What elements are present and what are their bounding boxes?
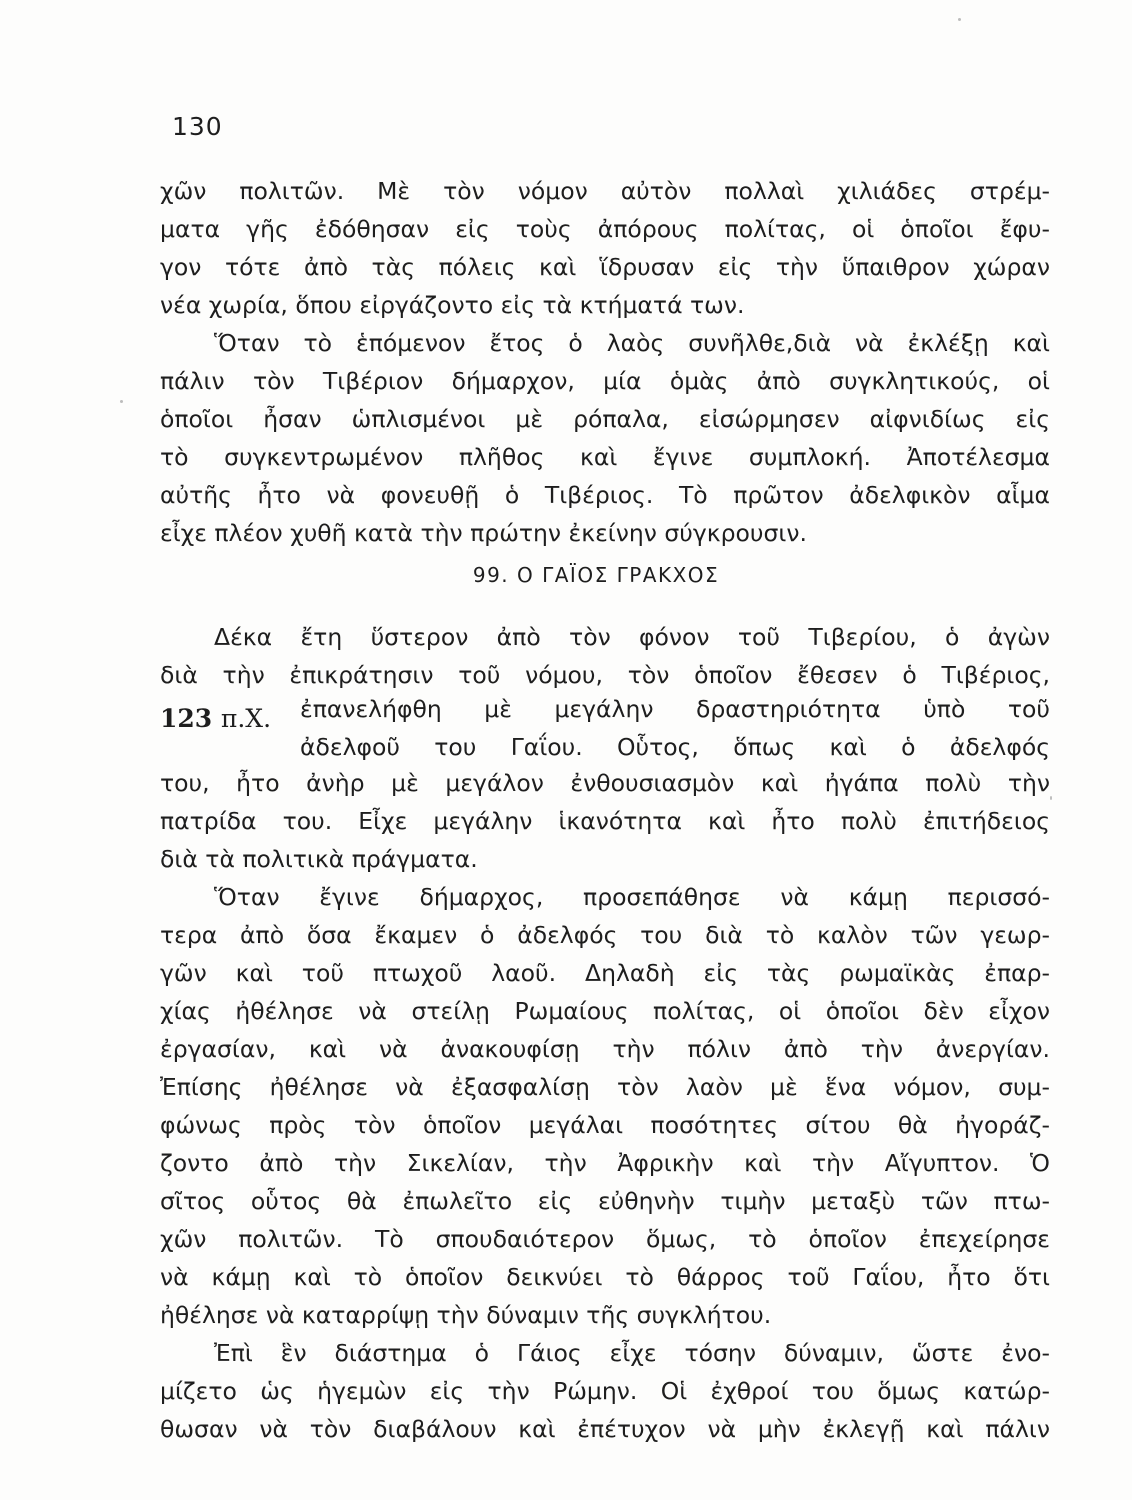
text-line: εἶχε πλέον χυθῆ κατὰ τὴν πρώτην ἐκείνην σύγκρουσιν. <box>160 519 807 547</box>
scan-speck <box>1050 796 1052 800</box>
text-line: ἐπανελήφθη μὲ μεγάλην δραστηριότητα ὑπὸ τοῦ <box>300 695 1050 723</box>
text-line: ὁποῖοι ἦσαν ὡπλισμένοι μὲ ρόπαλα, εἰσώρμησεν αἰφνιδίως εἰς <box>160 405 1050 433</box>
margin-note-row <box>160 690 1050 766</box>
page-number: 130 <box>172 112 223 141</box>
text-block-intro <box>160 172 1050 552</box>
text-line: τερα ἀπὸ ὅσα ἔκαμεν ὁ ἀδελφός του διὰ τὸ καλὸν τῶν γεωρ- <box>160 921 1050 949</box>
text-line: γον τότε ἀπὸ τὰς πόλεις καὶ ἵδρυσαν εἰς τὴν ὕπαιθρον χώραν <box>160 253 1050 281</box>
text-line: νὰ κάμῃ καὶ τὸ ὁποῖον δεικνύει τὸ θάρρος τοῦ Γαΐου, ἦτο ὅτι <box>160 1263 1050 1291</box>
text-line: φώνως πρὸς τὸν ὁποῖον μεγάλαι ποσότητες σίτου θὰ ἠγοράζ- <box>160 1111 1050 1139</box>
text-line: του, ἦτο ἀνὴρ μὲ μεγάλον ἐνθουσιασμὸν καὶ ἠγάπα πολὺ τὴν <box>160 769 1050 797</box>
text-line: χῶν πολιτῶν. Τὸ σπουδαιότερον ὅμως, τὸ ὁποῖον ἐπεχείρησε <box>160 1225 1050 1253</box>
section-heading: 99. Ο ΓΑΪΟΣ ΓΡΑΚΧΟΣ <box>472 563 720 587</box>
margin-note-era: π.Χ. <box>220 704 272 733</box>
text-line: θωσαν νὰ τὸν διαβάλουν καὶ ἐπέτυχον νὰ μὴν ἐκλεγῇ καὶ πάλιν <box>160 1415 1050 1443</box>
text-line: διὰ τὰ πολιτικὰ πράγματα. <box>160 845 478 873</box>
text-line: σῖτος οὗτος θὰ ἐπωλεῖτο εἰς εὐθηνὴν τιμὴν μεταξὺ τῶν πτω- <box>160 1187 1050 1215</box>
margin-note-year: 123 <box>160 704 213 733</box>
text-line: ἐργασίαν, καὶ νὰ ἀνακουφίσῃ τὴν πόλιν ἀπὸ τὴν ἀνεργίαν. <box>160 1035 1050 1063</box>
text-line: χῶν πολιτῶν. Μὲ τὸν νόμον αὐτὸν πολλαὶ χιλιάδες στρέμ- <box>160 177 1050 205</box>
text-line: ζοντο ἀπὸ τὴν Σικελίαν, τὴν Ἀφρικὴν καὶ τὴν Αἴγυπτον. Ὁ <box>160 1149 1050 1177</box>
text-line: μίζετο ὡς ἡγεμὼν εἰς τὴν Ρώμην. Οἱ ἐχθροί του ὅμως κατώρ- <box>160 1377 1050 1405</box>
text-line: Δέκα ἔτη ὕστερον ἀπὸ τὸν φόνον τοῦ Τιβερίου, ὁ ἀγὼν <box>214 623 1050 651</box>
text-block-main <box>160 764 1050 1448</box>
text-line: νέα χωρία, ὅπου εἰργάζοντο εἰς τὰ κτήματά των. <box>160 291 745 319</box>
scan-speck <box>958 18 961 21</box>
text-line: Ὅταν ἔγινε δήμαρχος, προσεπάθησε νὰ κάμῃ περισσό- <box>214 883 1050 911</box>
scan-speck <box>120 400 123 403</box>
margin-adjacent-lines <box>300 690 1050 766</box>
text-line: ματα γῆς ἐδόθησαν εἰς τοὺς ἀπόρους πολίτας, οἱ ὁποῖοι ἔφυ- <box>160 215 1050 243</box>
text-line: ἀδελφοῦ του Γαΐου. Οὗτος, ὅπως καὶ ὁ ἀδελφός <box>300 733 1050 761</box>
text-line: ἠθέλησε νὰ καταρρίψῃ τὴν δύναμιν τῆς συγκλήτου. <box>160 1301 772 1329</box>
text-line: αὐτῆς ἦτο νὰ φονευθῇ ὁ Τιβέριος. Τὸ πρῶτον ἀδελφικὸν αἷμα <box>160 481 1050 509</box>
text-line: Ἐπὶ ἓν διάστημα ὁ Γάιος εἶχε τόσην δύναμιν, ὥστε ἐνο- <box>214 1339 1050 1367</box>
text-line: πατρίδα του. Εἶχε μεγάλην ἱκανότητα καὶ ἦτο πολὺ ἐπιτήδειος <box>160 807 1050 835</box>
text-line: γῶν καὶ τοῦ πτωχοῦ λαοῦ. Δηλαδὴ εἰς τὰς ρωμαϊκὰς ἐπαρ- <box>160 959 1050 987</box>
text-line: πάλιν τὸν Τιβέριον δήμαρχον, μία ὁμὰς ἀπὸ συγκλητικούς, οἱ <box>160 367 1050 395</box>
text-line: τὸ συγκεντρωμένον πλῆθος καὶ ἔγινε συμπλοκή. Ἀποτέλεσμα <box>160 443 1050 471</box>
text-line: διὰ τὴν ἐπικράτησιν τοῦ νόμου, τὸν ὁποῖον ἔθεσεν ὁ Τιβέριος, <box>160 661 1050 689</box>
text-line: Ὅταν τὸ ἑπόμενον ἔτος ὁ λαὸς συνῆλθε,διὰ νὰ ἐκλέξῃ καὶ <box>214 329 1050 357</box>
text-line: Ἐπίσης ἠθέλησε νὰ ἐξασφαλίσῃ τὸν λαὸν μὲ ἕνα νόμον, συμ- <box>160 1073 1050 1101</box>
margin-date-note <box>160 704 271 733</box>
text-line: χίας ἠθέλησε νὰ στείλῃ Ρωμαίους πολίτας, οἱ ὁποῖοι δὲν εἶχον <box>160 997 1050 1025</box>
text-block-section-start <box>160 618 1050 694</box>
